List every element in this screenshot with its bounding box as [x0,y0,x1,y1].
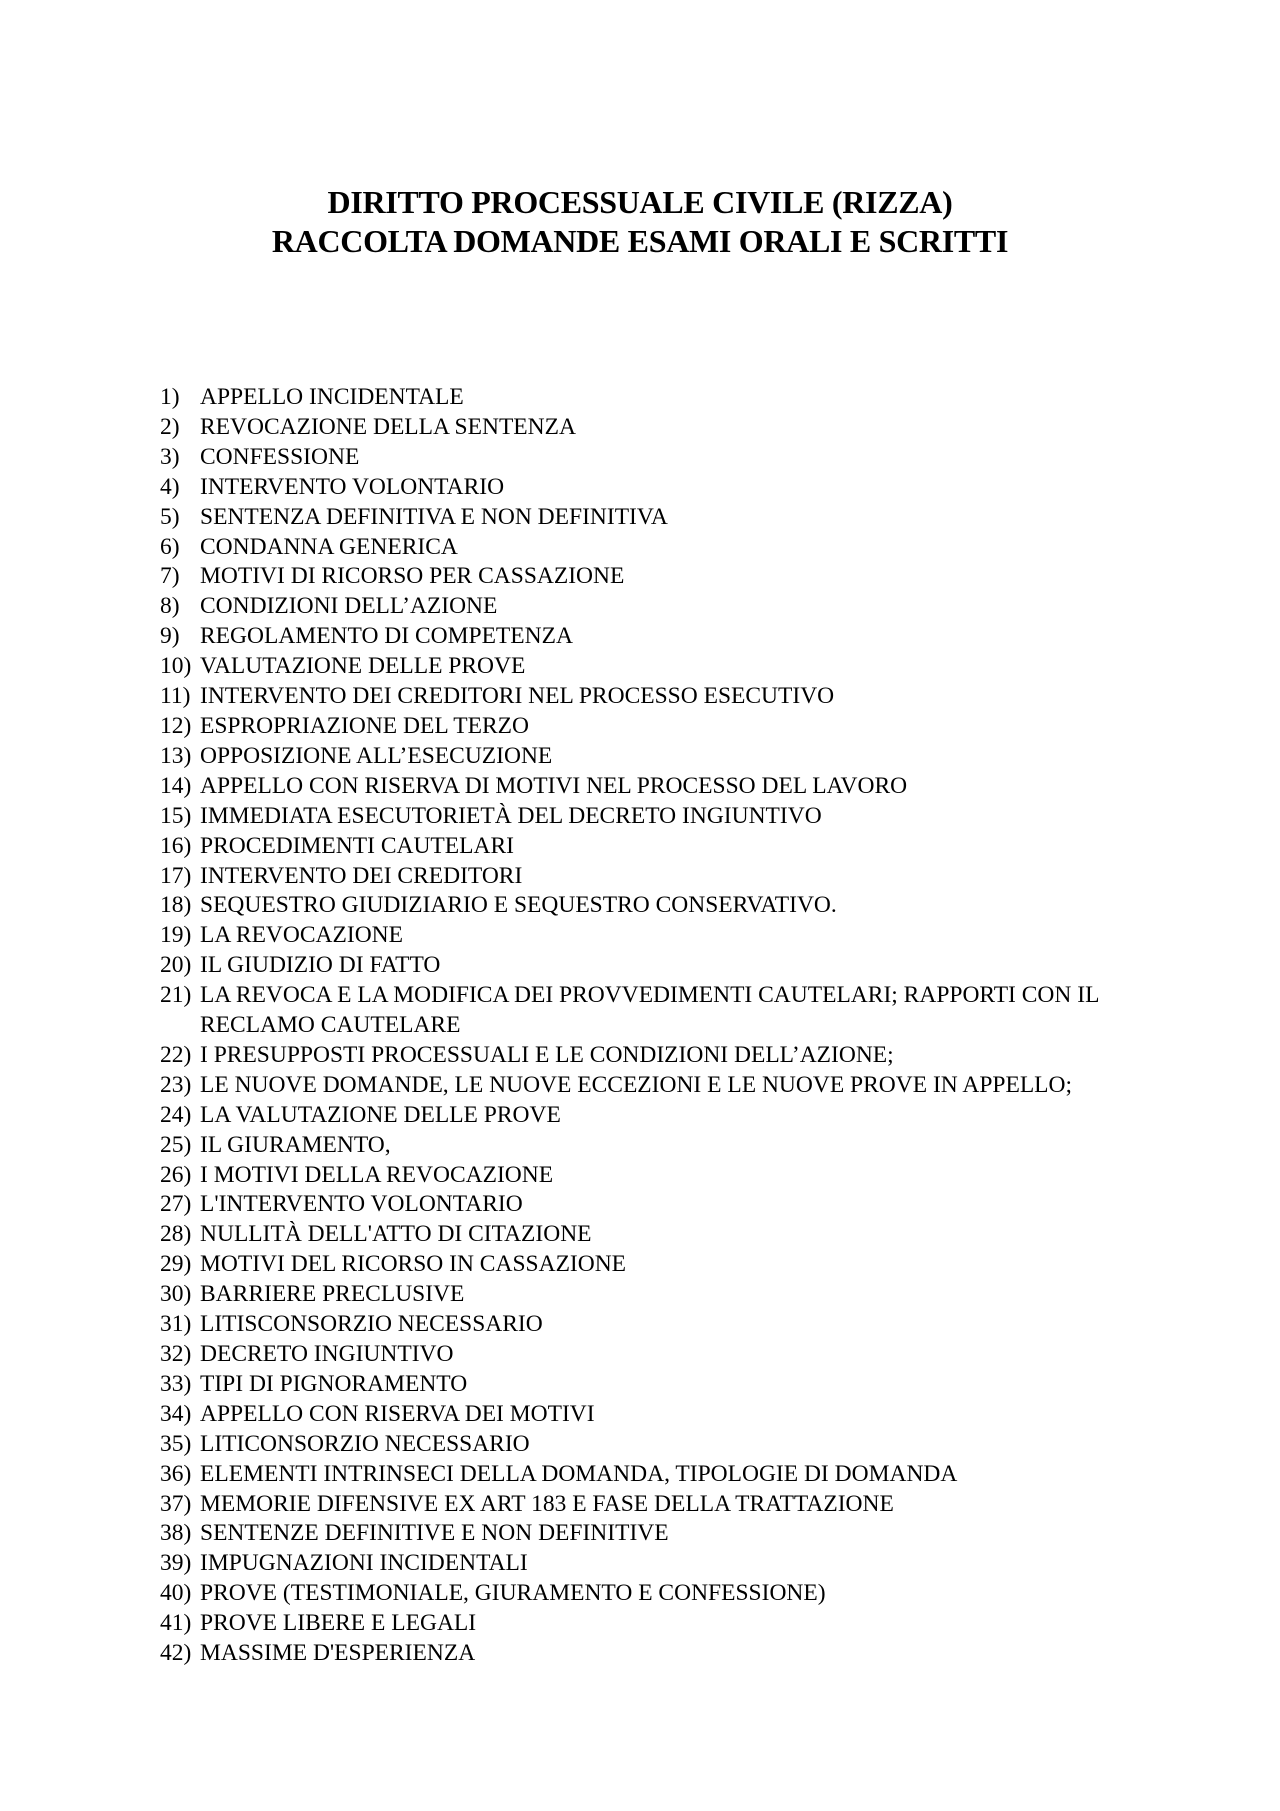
question-item [160,1071,1160,1101]
document-title [0,183,1280,261]
question-number: 33) [160,1370,192,1397]
question-number: 31) [160,1311,192,1338]
question-item [160,383,1160,413]
question-item [160,1131,1160,1161]
question-number: 24) [160,1101,192,1128]
question-number: 38) [160,1520,192,1547]
question-number: 35) [160,1430,192,1457]
question-number: 8) [160,593,180,620]
question-item [160,1041,1160,1071]
question-text: IL GIUDIZIO DI FATTO [200,952,441,979]
question-number: 28) [160,1221,192,1248]
question-text: LA REVOCAZIONE [200,922,403,949]
question-item [160,592,1160,622]
question-item [160,1519,1160,1549]
question-number: 20) [160,952,192,979]
question-text: LITISCONSORZIO NECESSARIO [200,1311,543,1338]
question-text: IMMEDIATA ESECUTORIETÀ DEL DECRETO INGIUNTIVO [200,802,822,829]
question-item [160,1280,1160,1310]
question-item [160,832,1160,862]
question-number: 6) [160,533,180,560]
question-item [160,503,1160,533]
question-item [160,742,1160,772]
question-item [160,533,1160,563]
question-number: 39) [160,1550,192,1577]
question-number: 34) [160,1400,192,1427]
question-text: MASSIME D'ESPERIENZA [200,1640,476,1667]
question-number: 29) [160,1251,192,1278]
question-text: CONDIZIONI DELL’AZIONE [200,593,498,620]
question-number: 13) [160,742,192,769]
question-text: I PRESUPPOSTI PROCESSUALI E LE CONDIZIONI DELL’AZIONE; [200,1041,894,1068]
question-text: L'INTERVENTO VOLONTARIO [200,1191,523,1218]
question-number: 27) [160,1191,192,1218]
question-text: MEMORIE DIFENSIVE EX ART 183 E FASE DELLA TRATTAZIONE [200,1490,894,1517]
question-text: INTERVENTO VOLONTARIO [200,473,505,500]
question-number: 3) [160,443,180,470]
question-text: I MOTIVI DELLA REVOCAZIONE [200,1161,554,1188]
question-text: PROVE (TESTIMONIALE, GIURAMENTO E CONFESSIONE) [200,1580,826,1607]
question-text: SEQUESTRO GIUDIZIARIO E SEQUESTRO CONSERVATIVO. [200,892,837,919]
question-number: 21) [160,982,192,1009]
question-text: APPELLO CON RISERVA DI MOTIVI NEL PROCESSO DEL LAVORO [200,772,908,799]
question-text: LITICONSORZIO NECESSARIO [200,1430,530,1457]
question-text: NULLITÀ DELL'ATTO DI CITAZIONE [200,1221,592,1248]
question-text: INTERVENTO DEI CREDITORI [200,862,523,889]
question-text: INTERVENTO DEI CREDITORI NEL PROCESSO ESECUTIVO [200,683,835,710]
question-item [160,1549,1160,1579]
question-number: 4) [160,473,180,500]
question-text: OPPOSIZIONE ALL’ESECUZIONE [200,742,553,769]
question-item [160,1490,1160,1520]
question-number: 1) [160,384,180,410]
question-number: 32) [160,1341,192,1367]
question-item [160,473,1160,503]
question-item [160,562,1160,592]
questions-list [160,383,1160,1669]
question-item [160,1400,1160,1430]
question-text: LE NUOVE DOMANDE, LE NUOVE ECCEZIONI E LE NUOVE PROVE IN APPELLO; [200,1071,1073,1098]
question-text: ESPROPRIAZIONE DEL TERZO [200,712,529,739]
question-number: 7) [160,563,180,590]
question-number: 2) [160,413,180,440]
question-text: SENTENZE DEFINITIVE E NON DEFINITIVE [200,1520,669,1547]
question-text: CONFESSIONE [200,443,360,470]
question-text: LA REVOCA E LA MODIFICA DEI PROVVEDIMENTI CAUTELARI; RAPPORTI CON IL RECLAMO CAUTELARE [200,982,1099,1039]
question-number: 19) [160,922,192,949]
question-number: 12) [160,712,192,739]
question-text: CONDANNA GENERICA [200,533,458,560]
question-item [160,682,1160,712]
question-text: VALUTAZIONE DELLE PROVE [200,653,526,680]
question-number: 16) [160,832,192,859]
question-number: 15) [160,802,192,829]
question-number: 40) [160,1580,192,1607]
question-item [160,891,1160,921]
question-item [160,1609,1160,1639]
question-number: 41) [160,1610,192,1637]
question-item [160,772,1160,802]
question-item [160,1639,1160,1669]
question-item [160,1430,1160,1460]
question-text: MOTIVI DEL RICORSO IN CASSAZIONE [200,1251,627,1278]
question-item [160,951,1160,981]
question-number: 11) [160,683,191,710]
question-number: 17) [160,862,192,889]
title-line-1: DIRITTO PROCESSUALE CIVILE (RIZZA) [327,184,953,220]
question-item [160,1579,1160,1609]
question-text: PROCEDIMENTI CAUTELARI [200,832,514,859]
question-text: DECRETO INGIUNTIVO [200,1341,454,1367]
question-text: MOTIVI DI RICORSO PER CASSAZIONE [200,563,625,590]
question-text: APPELLO INCIDENTALE [200,384,464,410]
question-item [160,1250,1160,1280]
question-text: PROVE LIBERE E LEGALI [200,1610,477,1637]
question-text: BARRIERE PRECLUSIVE [200,1281,465,1308]
question-number: 37) [160,1490,192,1517]
title-line-2: RACCOLTA DOMANDE ESAMI ORALI E SCRITTI [271,223,1009,259]
question-item [160,1370,1160,1400]
question-item [160,1190,1160,1220]
question-text: APPELLO CON RISERVA DEI MOTIVI [200,1400,595,1427]
question-number: 30) [160,1281,192,1308]
question-item [160,1340,1160,1370]
question-item [160,1310,1160,1340]
question-item [160,981,1160,1041]
question-text: TIPI DI PIGNORAMENTO [200,1370,468,1397]
question-number: 10) [160,653,192,680]
question-item [160,1161,1160,1191]
question-item [160,862,1160,892]
question-item [160,802,1160,832]
question-text: REGOLAMENTO DI COMPETENZA [200,623,573,650]
question-text: SENTENZA DEFINITIVA E NON DEFINITIVA [200,503,668,530]
question-number: 18) [160,892,192,919]
question-number: 26) [160,1161,192,1188]
question-item [160,443,1160,473]
question-number: 9) [160,623,180,650]
question-item [160,1101,1160,1131]
question-item [160,921,1160,951]
question-number: 22) [160,1041,192,1068]
question-text: ELEMENTI INTRINSECI DELLA DOMANDA, TIPOLOGIE DI DOMANDA [200,1460,958,1487]
question-number: 42) [160,1640,192,1667]
question-item [160,413,1160,443]
question-number: 25) [160,1131,192,1158]
question-item [160,652,1160,682]
question-item [160,1460,1160,1490]
question-item [160,1220,1160,1250]
question-text: IL GIURAMENTO, [200,1131,391,1158]
question-item [160,712,1160,742]
question-text: LA VALUTAZIONE DELLE PROVE [200,1101,561,1128]
question-number: 23) [160,1071,192,1098]
question-item [160,622,1160,652]
question-number: 36) [160,1460,192,1487]
question-number: 5) [160,503,180,530]
question-text: IMPUGNAZIONI INCIDENTALI [200,1550,528,1577]
question-number: 14) [160,772,192,799]
question-text: REVOCAZIONE DELLA SENTENZA [200,413,576,440]
